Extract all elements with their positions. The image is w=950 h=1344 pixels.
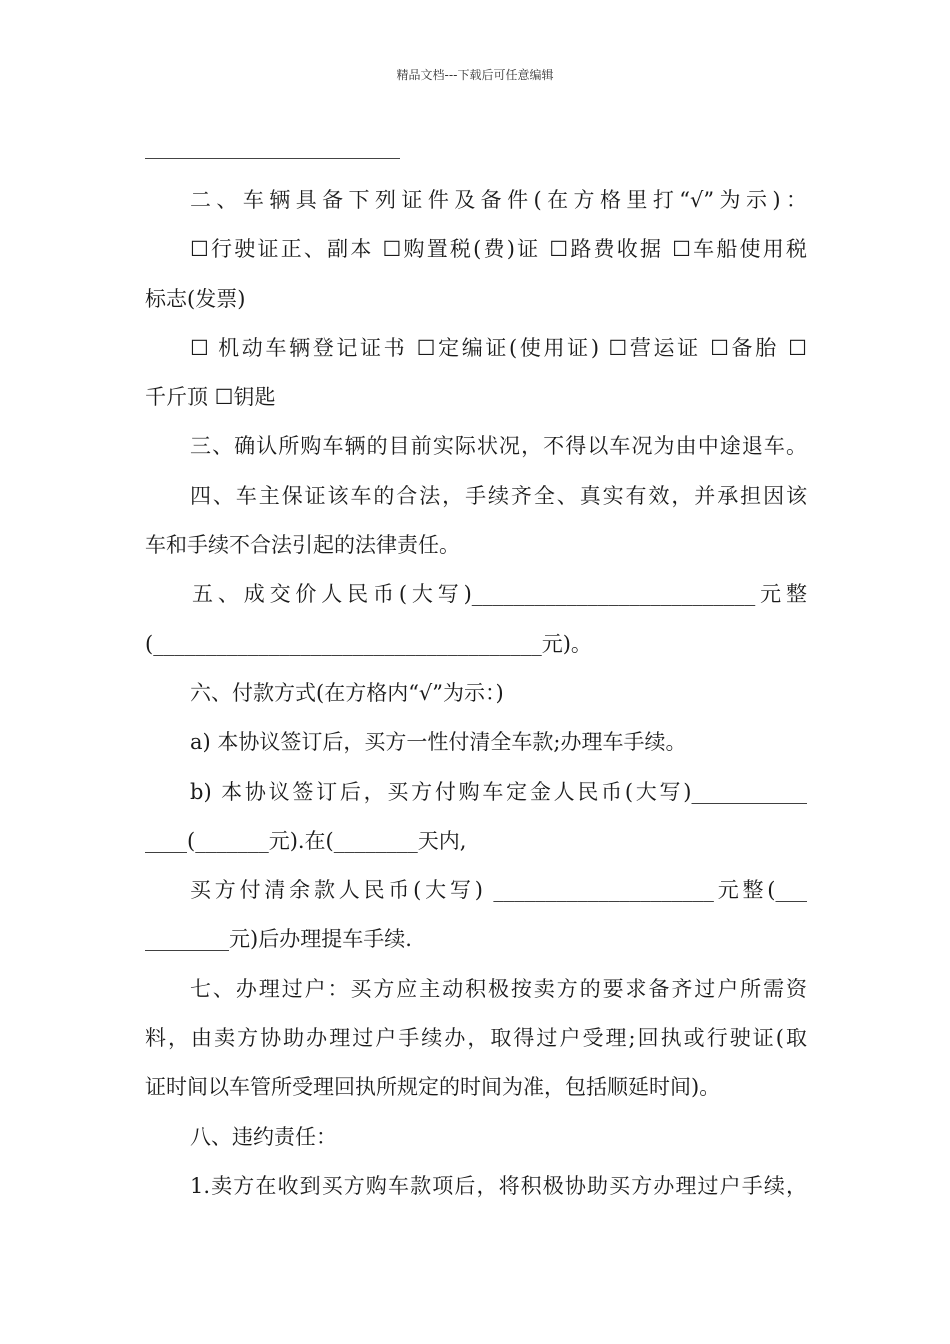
- payment-option-b: b) 本协议签订后，买方付购车定金人民币(大写)___________: [190, 779, 807, 804]
- section-4-paragraph: 四、车主保证该车的合法，手续齐全、真实有效，并承担因该: [190, 483, 807, 508]
- section-7-paragraph: 七、办理过户：买方应主动积极按卖方的要求备齐过户所需资: [190, 976, 807, 1001]
- payment-option-a: a) 本协议签订后，买方一性付清全车款;办理车手续。: [190, 730, 687, 755]
- checklist-line-1: ☐行驶证正、副本 ☐购置税(费)证 ☐路费收据 ☐车船使用税: [190, 237, 807, 262]
- section-5-price-line: 五、成交价人民币(大写)___________________________元整: [192, 582, 807, 607]
- section-7-paragraph-cont-2: 证时间以车管所受理回执所规定的时间为准，包括顺延时间)。: [145, 1075, 721, 1100]
- payment-option-b-cont: ____(_______元).在(________天内,: [145, 828, 467, 853]
- section-7-paragraph-cont-1: 料，由卖方协助办理过户手续办，取得过户受理;回执或行驶证(取: [145, 1026, 807, 1051]
- section-8-item-1: 1.卖方在收到买方购车款项后，将积极协助买方办理过户手续，: [190, 1173, 807, 1198]
- page-header: 精品文档---下载后可任意编辑: [396, 68, 554, 82]
- section-4-paragraph-cont: 车和手续不合法引起的法律责任。: [145, 533, 460, 558]
- section-5-price-amount: (_____________________________________元)。: [145, 631, 592, 656]
- checklist-line-2: ☐ 机动车辆登记证书 ☐定编证(使用证) ☐营运证 ☐备胎 ☐: [190, 335, 807, 360]
- document-body: [145, 176, 807, 1211]
- section-8-heading: 八、违约责任：: [190, 1124, 337, 1149]
- payment-balance-cont: ________元)后办理提车手续.: [145, 927, 412, 952]
- checklist-line-2-cont: 千斤顶 ☐钥匙: [145, 385, 276, 410]
- payment-balance-line: 买方付清余款人民币(大写) _____________________元整(___: [190, 878, 807, 903]
- section-6-heading: 六、付款方式(在方格内“√”为示：): [190, 680, 504, 705]
- divider-line: [145, 158, 400, 159]
- section-3-paragraph: 三、确认所购车辆的目前实际状况，不得以车况为由中途退车。: [190, 434, 807, 459]
- section-2-heading: 二、车辆具备下列证件及备件(在方格里打“√”为示)：: [190, 188, 807, 212]
- checklist-line-1-cont: 标志(发票): [145, 286, 246, 311]
